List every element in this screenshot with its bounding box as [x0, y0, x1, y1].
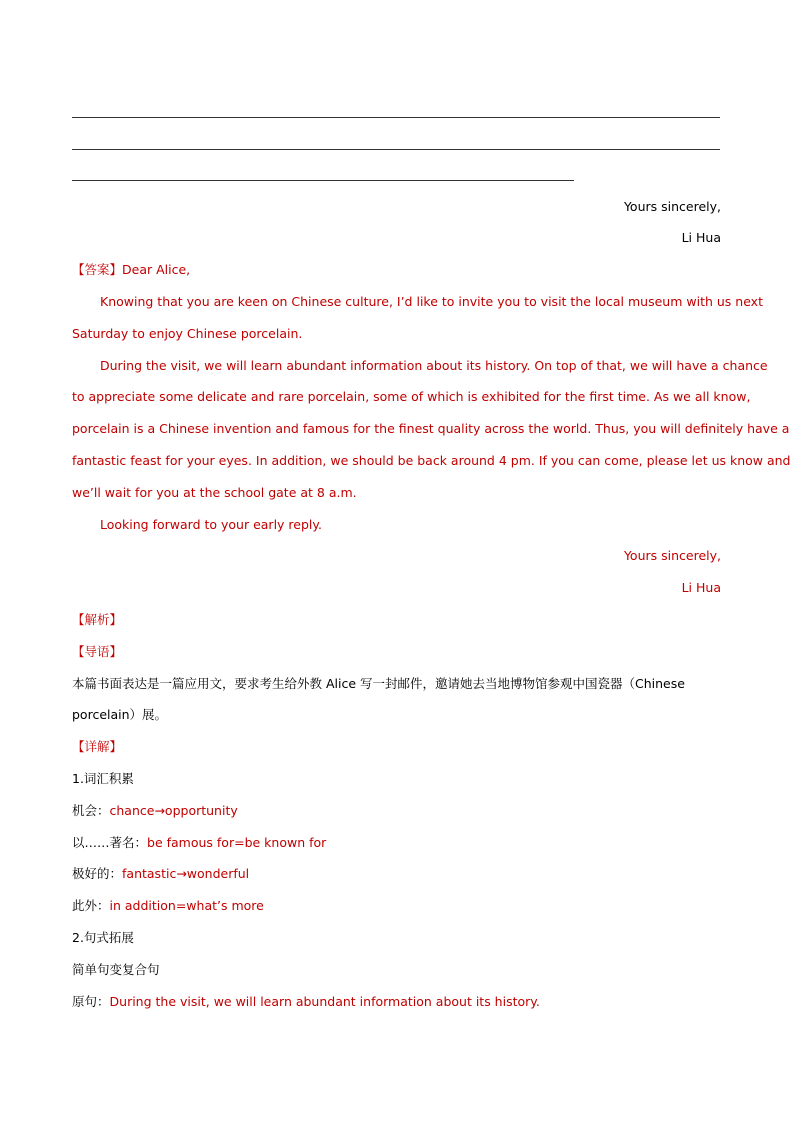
answer-para2-line1: During the visit, we will learn abundant information about its history. On top of that, we will have a chance — [100, 358, 768, 373]
sentence-sub: 简单句变复合句 — [72, 962, 160, 977]
answer-para1-line1: Knowing that you are keen on Chinese culture, I’d like to invite you to visit the local museum with us next — [100, 294, 763, 309]
vocab-cn: 极好的： — [72, 866, 123, 881]
vocab-en: be famous for=be known for — [147, 835, 327, 850]
original-text: During the visit, we will learn abundant information about its history. — [109, 994, 540, 1009]
vocab-en: in addition=what’s more — [109, 898, 264, 913]
original-label: 原句： — [72, 994, 110, 1009]
vocab-item-2 — [72, 835, 326, 851]
writing-line-1 — [72, 117, 720, 118]
vocab-en: fantastic→wonderful — [122, 866, 250, 881]
answer-para3: Looking forward to your early reply. — [100, 517, 322, 532]
vocab-heading: 1.词汇积累 — [72, 771, 134, 786]
vocab-cn: 此外： — [72, 898, 110, 913]
vocab-cn: 机会： — [72, 803, 110, 818]
intro-line2: porcelain）展。 — [72, 707, 168, 722]
answer-para2-line4: fantastic feast for your eyes. In addition, we should be back around 4 pm. If you can come, please let us know and — [72, 453, 791, 468]
vocab-item-3 — [72, 866, 249, 882]
writing-line-3 — [72, 180, 574, 181]
answer-line-greeting — [72, 262, 190, 278]
answer-name: Li Hua — [681, 580, 721, 595]
answer-para2-line5: we’ll wait for you at the school gate at 8 a.m. — [72, 485, 357, 500]
closing-sign-off: Yours sincerely, — [623, 199, 721, 214]
answer-para2-line2: to appreciate some delicate and rare porcelain, some of which is exhibited for the first time. As we all know, — [72, 389, 751, 404]
vocab-item-4 — [72, 898, 264, 914]
writing-line-2 — [72, 149, 720, 150]
vocab-item-1 — [72, 803, 238, 819]
answer-para2-line3: porcelain is a Chinese invention and famous for the finest quality across the world. Thus, you will definitely have a — [72, 421, 790, 436]
answer-sign-off: Yours sincerely, — [623, 548, 721, 563]
vocab-cn: 以……著名： — [72, 835, 148, 850]
closing-name: Li Hua — [681, 230, 721, 245]
vocab-en: chance→opportunity — [109, 803, 238, 818]
intro-tag: 【导语】 — [72, 644, 123, 659]
answer-greeting: Dear Alice, — [122, 262, 191, 277]
analysis-tag: 【解析】 — [72, 612, 123, 627]
intro-line1: 本篇书面表达是一篇应用文，要求考生给外教 Alice 写一封邮件，邀请她去当地博物馆参观中国瓷器（Chinese — [72, 676, 685, 691]
answer-para1-line2: Saturday to enjoy Chinese porcelain. — [72, 326, 303, 341]
original-sentence — [72, 994, 540, 1010]
answer-tag: 【答案】 — [72, 262, 123, 277]
sentence-heading: 2.句式拓展 — [72, 930, 134, 945]
detail-tag: 【详解】 — [72, 739, 123, 754]
